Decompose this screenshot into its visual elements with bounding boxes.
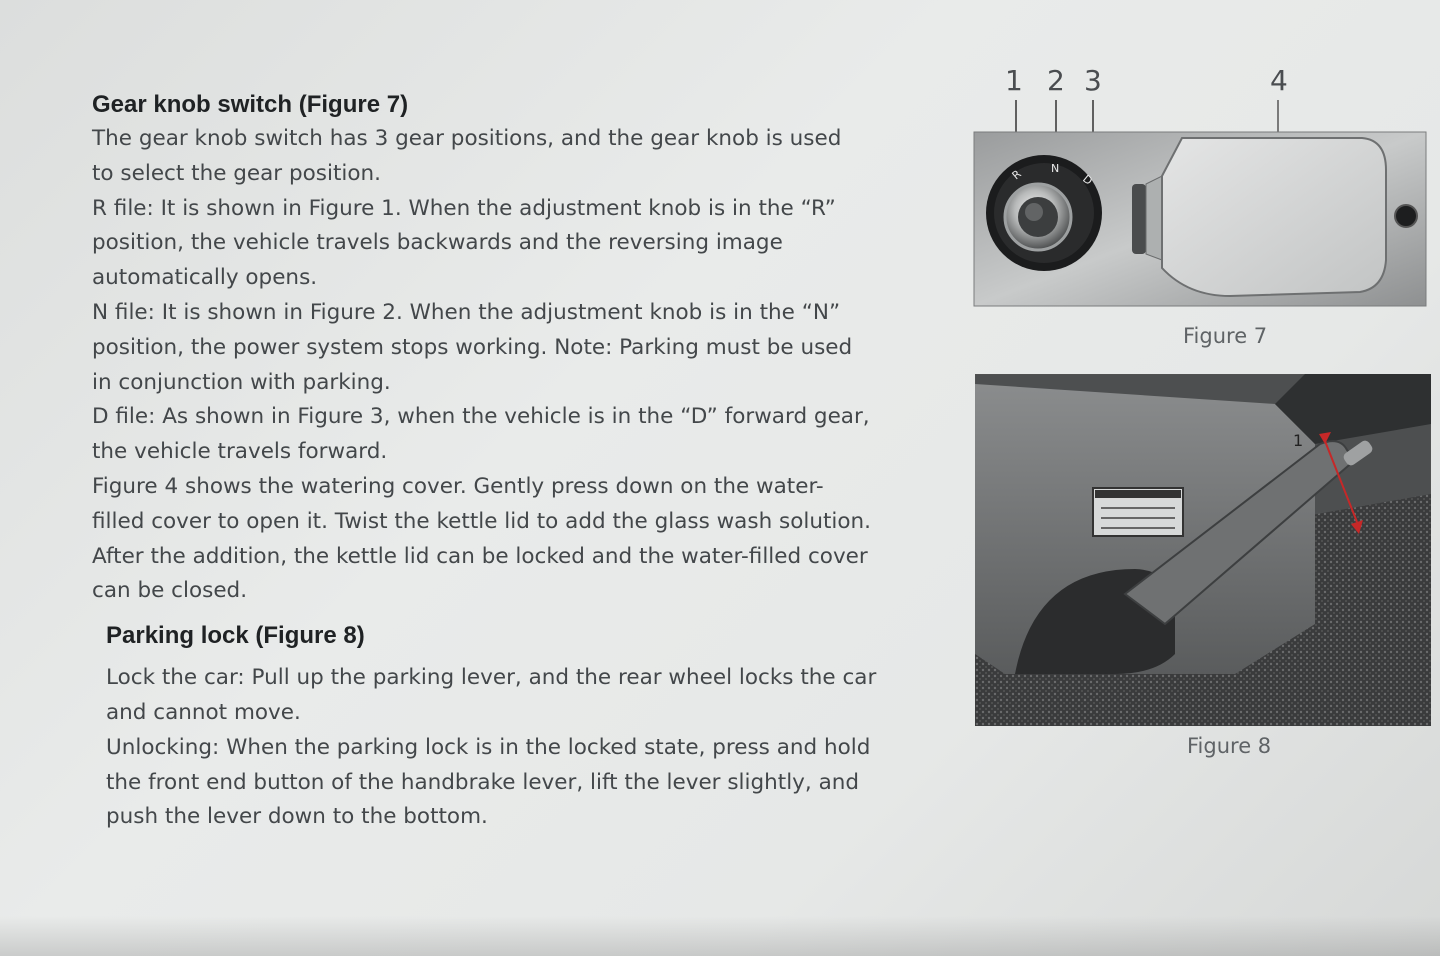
text-line: and cannot move. bbox=[106, 699, 301, 725]
figure8-parking-lever-image bbox=[975, 374, 1431, 726]
text-line: position, the vehicle travels backwards and the reversing image bbox=[92, 230, 783, 256]
text-line: Lock the car: Pull up the parking lever, and the rear wheel locks the car bbox=[106, 665, 877, 691]
figure7-callout-3: 3 bbox=[1084, 64, 1102, 97]
figure7-knob-letter-r: R bbox=[1009, 167, 1024, 183]
section-gap bbox=[92, 609, 912, 619]
text-line: Figure 4 shows the watering cover. Gently press down on the water- bbox=[92, 473, 824, 499]
text-line: The gear knob switch has 3 gear positions, and the gear knob is used bbox=[92, 126, 842, 151]
figure7-cover-hinge bbox=[1132, 184, 1146, 254]
text-line: D file: As shown in Figure 3, when the vehicle is in the “D” forward gear, bbox=[92, 404, 870, 430]
section-heading-parking-lock: Parking lock (Figure 8) bbox=[106, 622, 365, 650]
page-bottom-shadow bbox=[0, 916, 1440, 956]
figure7-caption: Figure 7 bbox=[1183, 324, 1268, 348]
text-line: N file: It is shown in Figure 2. When the adjustment knob is in the “N” bbox=[92, 299, 841, 325]
text-line: Unlocking: When the parking lock is in the locked state, press and hold bbox=[106, 734, 871, 760]
text-line: position, the power system stops working. Note: Parking must be used bbox=[92, 334, 853, 360]
figure8-callout-1: 1 bbox=[1293, 431, 1304, 450]
text-line: automatically opens. bbox=[92, 265, 318, 291]
figure7-knob-letter-d: D bbox=[1080, 172, 1095, 188]
text-line: After the addition, the kettle lid can be locked and the water-filled cover bbox=[92, 543, 868, 569]
text-line: R file: It is shown in Figure 1. When the adjustment knob is in the “R” bbox=[92, 195, 836, 221]
figure7-callout-1: 1 bbox=[1005, 64, 1023, 97]
text-line: the front end button of the handbrake lever, lift the lever slightly, and bbox=[106, 769, 860, 795]
figure7-callout-4: 4 bbox=[1270, 64, 1288, 97]
figure7-water-cover bbox=[1162, 138, 1386, 296]
text-line: the vehicle travels forward. bbox=[92, 439, 388, 465]
section-heading-gear-knob: Gear knob switch (Figure 7) bbox=[92, 91, 409, 118]
figure7-cover-button bbox=[1395, 205, 1417, 227]
text-line: filled cover to open it. Twist the kettle lid to add the glass wash solution. bbox=[92, 508, 871, 534]
text-line: can be closed. bbox=[92, 578, 248, 604]
text-line: push the lever down to the bottom. bbox=[106, 804, 488, 830]
text-column bbox=[92, 88, 912, 835]
figure8-caption: Figure 8 bbox=[1187, 734, 1272, 758]
figure7-callout-2: 2 bbox=[1047, 64, 1065, 97]
figure7-gear-knob-image bbox=[972, 100, 1428, 310]
text-line: in conjunction with parking. bbox=[92, 369, 391, 395]
text-line: to select the gear position. bbox=[92, 160, 381, 186]
figure7-knob-letter-n: N bbox=[1051, 162, 1060, 175]
